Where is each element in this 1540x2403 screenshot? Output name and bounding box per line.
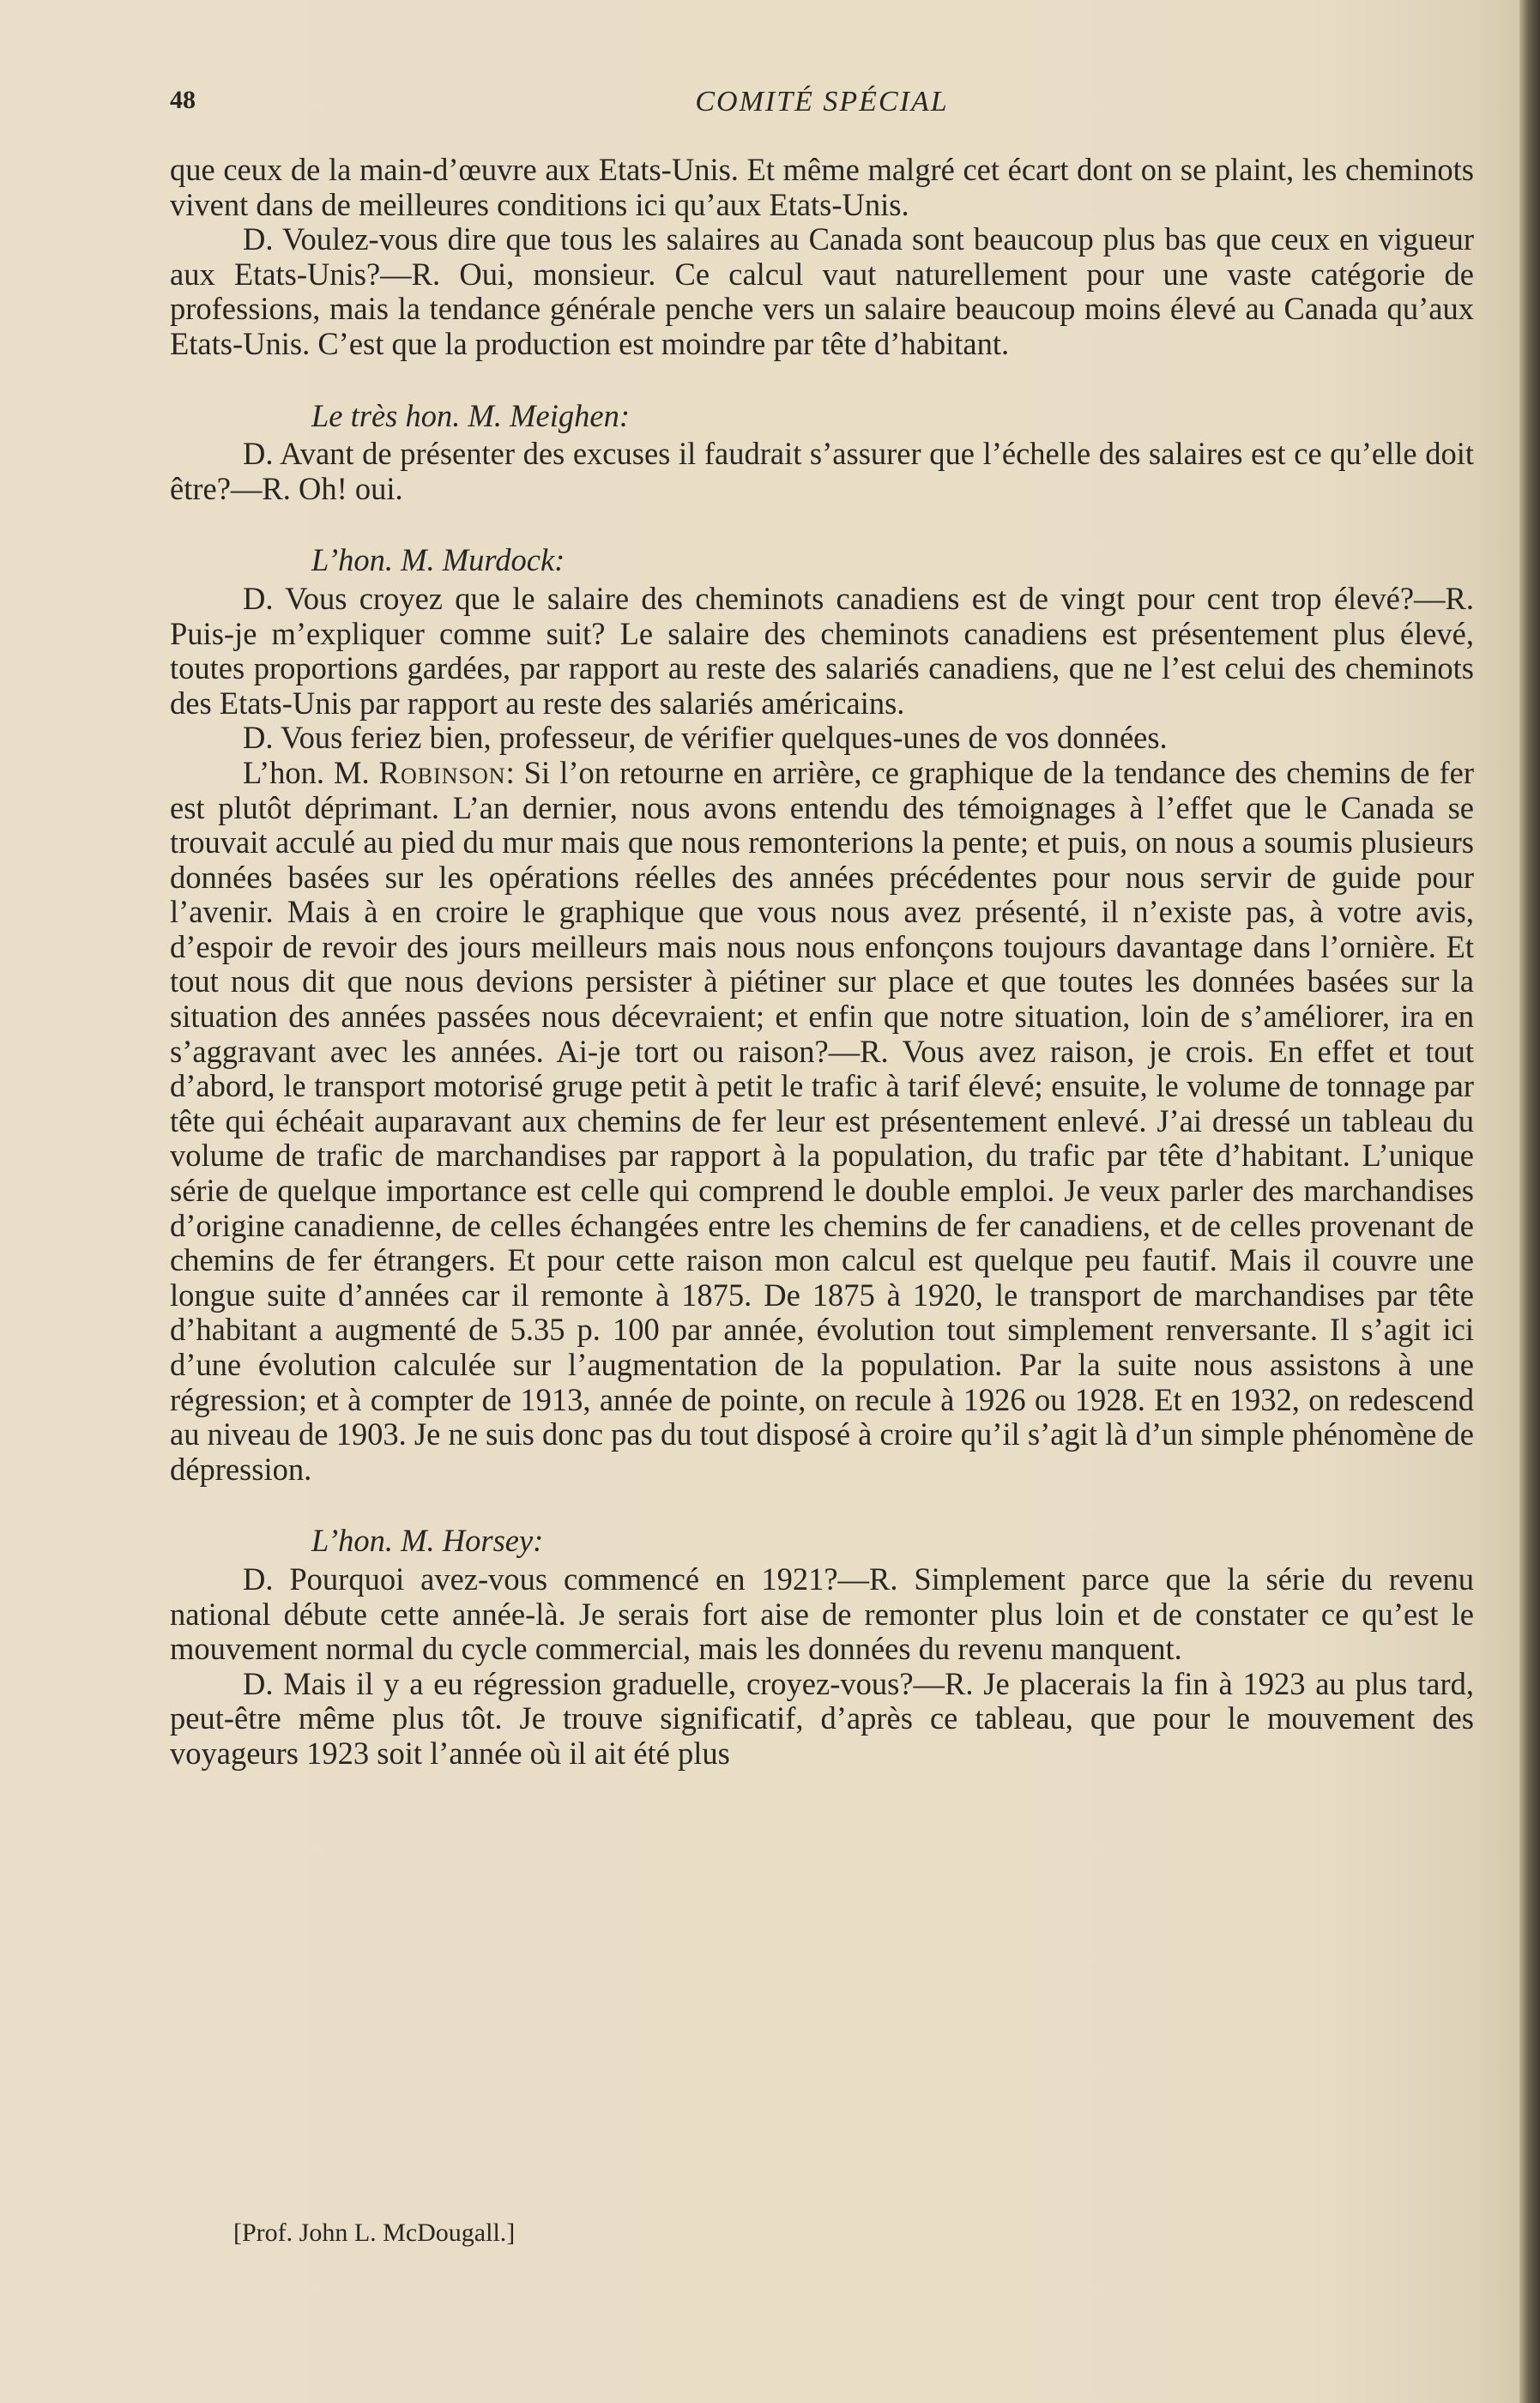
page-number: 48 bbox=[170, 86, 196, 114]
paragraph: D. Avant de présenter des excuses il faudrait s’assurer que l’échelle des salaires est ce qu’elle doit être?—R. Oh! oui. bbox=[170, 436, 1474, 506]
witness-footnote: [Prof. John L. McDougall.] bbox=[233, 2219, 516, 2247]
page-header bbox=[170, 86, 1474, 129]
paragraph: D. Vous croyez que le salaire des cheminots canadiens est de vingt pour cent trop élevé?—R. Puis-je m’expliquer comme suit? Le salaire des cheminots canadiens est présentement plus élevé, toutes proportions gardées, par rapport au reste des salariés canadiens, que ne l’est celui des cheminots des Etats-Unis par rapport au reste des salariés américains. bbox=[170, 580, 1474, 721]
speaker-heading: L’hon. M. Murdock: bbox=[311, 542, 565, 578]
paragraph: D. Pourquoi avez-vous commencé en 1921?—R. Simplement parce que la série du revenu national débute cette année-là. Je serais fort aise de remonter plus loin et de constater ce qu’est le mouvement normal du cycle commercial, mais les données du revenu manquent. bbox=[170, 1561, 1474, 1667]
speaker-name: Robinson bbox=[378, 754, 506, 790]
paragraph: D. Voulez-vous dire que tous les salaires au Canada sont beaucoup plus bas que ceux en vigueur aux Etats-Unis?—R. Oui, monsieur. Ce calcul vaut naturellement pour une vaste catégorie de professions, mais la tendance générale penche vers un salaire beaucoup moins élevé au Canada qu’aux Etats-Unis. C’est que la production est moindre par tête d’habitant. bbox=[170, 221, 1474, 361]
paragraph-body: : Si l’on retourne en arrière, ce graphique de la tendance des chemins de fer est plutôt déprimant. L’an dernier, nous avons entendu des témoignages à l’effet que le Canada se trouvait acculé au pied du mur mais que nous remonterions la pente; et puis, on nous a soumis plusieurs données basées sur les opérations réelles des années précédentes pour nous servir de guide pour l’avenir. Mais à en croire le graphique que vous nous avez présenté, il n’existe pas, à votre avis, d’espoir de revoir des jours meilleurs mais nous nous enfonçons toujours davantage dans l’ornière. Et tout nous dit que nous devions persister à piétiner sur place et que toutes les données basées sur la situation des années passées nous décevraient; et enfin que notre situation, loin de s’améliorer, ira en s’aggravant avec les années. Ai-je tort ou raison?—R. Vous avez raison, je crois. En effet et tout d’abord, le transport motorisé gruge petit à petit le trafic à tarif élevé; ensuite, le volume de tonnage par tête qui échéait auparavant aux chemins de fer leur est présentement enlevé. J’ai dressé un tableau du volume de trafic de marchandises par rapport à la population, du trafic par tête d’habitant. L’unique série de quelque importance est celle qui comprend le double emploi. Je veux parler des marchandises d’origine canadienne, de celles échangées entre les chemins de fer canadiens, et de celles provenant de chemins de fer étrangers. Et pour cette raison mon calcul est quelque peu fautif. Mais il couvre une longue suite d’années car il remonte à 1875. De 1875 à 1920, le transport de marchandises par tête d’habitant a augmenté de 5.35 p. 100 par année, évolution tout simplement renversante. Il s’agit ici d’une évolution calculée sur l’augmentation de la population. Par la suite nous assistons à une régression; et à compter de 1913, année de pointe, on recule à 1926 ou 1928. Et en 1932, on redescend au niveau de 1903. Je ne suis donc pas du tout disposé à croire qu’il s’agit là d’un simple phénomène de dépression. bbox=[170, 754, 1474, 1487]
paragraph bbox=[170, 756, 1474, 1487]
paragraph: que ceux de la main-d’œuvre aux Etats-Unis. Et même malgré cet écart dont on se plaint, les cheminots vivent dans de meilleures conditions ici qu’aux Etats-Unis. bbox=[170, 152, 1474, 222]
page-edge-shadow bbox=[1519, 0, 1540, 2403]
speaker-prefix: L’hon. M. bbox=[243, 754, 379, 790]
body-text bbox=[170, 153, 1474, 1772]
running-head: COMITÉ SPÉCIAL bbox=[695, 86, 949, 118]
paragraph: D. Mais il y a eu régression graduelle, croyez-vous?—R. Je placerais la fin à 1923 au plus tard, peut-être même plus tôt. Je trouve significatif, d’après ce tableau, que pour le mouvement des voyageurs 1923 soit l’année où il ait été plus bbox=[170, 1665, 1474, 1771]
speaker-heading: L’hon. M. Horsey: bbox=[311, 1523, 544, 1559]
paragraph: D. Vous feriez bien, professeur, de vérifier quelques-unes de vos données. bbox=[243, 720, 1168, 756]
speaker-heading: Le très hon. M. Meighen: bbox=[311, 397, 631, 433]
